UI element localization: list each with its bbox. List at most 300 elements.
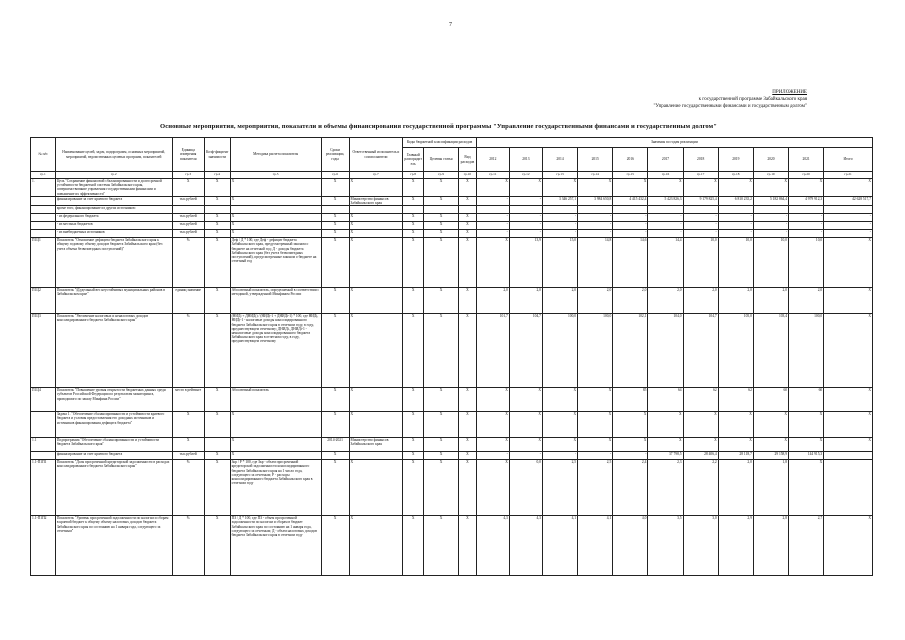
row-code-type: X bbox=[459, 238, 477, 288]
column-number: гр.17 bbox=[683, 172, 718, 179]
row-year-value: - bbox=[683, 230, 718, 238]
column-number: гр.7 bbox=[349, 172, 403, 179]
row-year-value: - bbox=[753, 222, 788, 230]
row-name: Подпрограмма "Обеспечение сбалансированности и устойчивости бюджета Забайкальского края" bbox=[55, 438, 172, 452]
row-year-value: 2,7 bbox=[789, 516, 824, 576]
row-year-value: 104,7 bbox=[683, 314, 718, 388]
row-term: X bbox=[321, 516, 349, 576]
row-year-value: 10,0 bbox=[753, 238, 788, 288]
table-row bbox=[31, 412, 873, 438]
row-name: Показатель "Отношение дефицита бюджета Забайкальского края к общему годовому объему доходов бюджета Забайкальского края (без учета объема безвозмездных поступлений)" bbox=[55, 238, 172, 288]
table-row bbox=[31, 452, 873, 460]
table-row bbox=[31, 230, 873, 238]
row-total: X bbox=[824, 238, 873, 288]
row-method: X bbox=[230, 214, 321, 222]
row-total: 42 628 517,7 bbox=[824, 196, 873, 205]
row-year-value: 2,2 bbox=[683, 460, 718, 516]
row-year-value: X bbox=[542, 412, 577, 438]
row-unit: X bbox=[172, 179, 204, 197]
row-responsible: Министерство финансов Забайкальского края bbox=[349, 196, 403, 205]
row-year-value: X bbox=[578, 388, 613, 412]
row-code-target: X bbox=[424, 214, 459, 222]
table-row bbox=[31, 196, 873, 205]
row-num: 1. bbox=[31, 179, 56, 197]
row-year-value: 64 bbox=[648, 388, 683, 412]
row-code-type: X bbox=[459, 412, 477, 438]
row-code-type: X bbox=[459, 460, 477, 516]
row-code-target: X bbox=[424, 222, 459, 230]
header-code-admin: Главный распорядитель bbox=[403, 148, 424, 172]
row-year-value: 2,8 bbox=[753, 516, 788, 576]
row-coef: X bbox=[204, 460, 230, 516]
header-year: 2019 bbox=[718, 148, 753, 172]
row-total: - bbox=[824, 222, 873, 230]
row-responsible: X bbox=[349, 230, 403, 238]
row-total: X bbox=[824, 288, 873, 314]
row-code-admin: X bbox=[403, 238, 424, 288]
appendix-label: ПРИЛОЖЕНИЕ bbox=[772, 90, 807, 95]
row-responsible: X bbox=[349, 412, 403, 438]
row-year-value: - bbox=[509, 230, 542, 238]
row-code-admin: X bbox=[403, 452, 424, 460]
row-year-value: 2,0 bbox=[648, 288, 683, 314]
row-name: кроме того, финансирование из других источников: bbox=[55, 206, 172, 214]
row-year-value bbox=[578, 206, 613, 214]
row-num: 1.1-П1П1 bbox=[31, 460, 56, 516]
row-num: 1.1 bbox=[31, 438, 56, 452]
row-year-value: X bbox=[578, 412, 613, 438]
row-year-value: 28 406,4 bbox=[683, 452, 718, 460]
row-year-value: X bbox=[648, 179, 683, 197]
row-responsible bbox=[349, 206, 403, 214]
row-code-target: X bbox=[424, 238, 459, 288]
header-code-type: Вид расходов bbox=[459, 148, 477, 172]
row-unit: тыс.рублей bbox=[172, 214, 204, 222]
row-num bbox=[31, 230, 56, 238]
row-num: П1Ц4 bbox=[31, 388, 56, 412]
row-year-value: X bbox=[718, 438, 753, 452]
row-code-type: X bbox=[459, 230, 477, 238]
row-method: X bbox=[230, 438, 321, 452]
row-year-value: X bbox=[476, 388, 509, 412]
row-responsible: Министерство финансов Забайкальского края bbox=[349, 438, 403, 452]
column-number: гр.5 bbox=[230, 172, 321, 179]
column-numbers-row bbox=[31, 172, 873, 179]
row-year-value: X bbox=[789, 438, 824, 452]
row-term bbox=[321, 206, 349, 214]
row-year-value: - bbox=[476, 230, 509, 238]
row-method: (НИДi + ДНИДi) / (НИДi-1 + ДНИДi-1) * 100, где НИДi, НИДi-1 - налоговые доходы консолидированного бюджета Забайкальского края в отчетном году, в году, предшествующем отчетному; ДНИДi, ДНИДi-1 - неналоговые доходы консолидированного бюджета Забайкальского края в отчетном году, в году, предшествующем отчетному bbox=[230, 314, 321, 388]
header-resp: Ответственный исполнитель и соисполнители bbox=[349, 138, 403, 172]
row-year-value: 2,0 bbox=[789, 288, 824, 314]
row-term: X bbox=[321, 314, 349, 388]
row-code-target: X bbox=[424, 230, 459, 238]
row-year-value: - bbox=[613, 452, 648, 460]
row-unit: тыс.рублей bbox=[172, 196, 204, 205]
header-year: 2015 bbox=[578, 148, 613, 172]
table-row bbox=[31, 214, 873, 222]
header-year: 2018 bbox=[683, 148, 718, 172]
row-responsible: X bbox=[349, 179, 403, 197]
column-number: гр.10 bbox=[459, 172, 477, 179]
row-responsible: X bbox=[349, 238, 403, 288]
row-name: финансирование за счет краевого бюджета bbox=[55, 452, 172, 460]
column-number: гр.19 bbox=[753, 172, 788, 179]
row-coef: X bbox=[204, 222, 230, 230]
table-row bbox=[31, 460, 873, 516]
row-year-value: 4,3 bbox=[476, 516, 509, 576]
row-year-value: 2,0 bbox=[718, 288, 753, 314]
row-year-value: - bbox=[789, 230, 824, 238]
column-number: гр.4 bbox=[204, 172, 230, 179]
row-year-value: - bbox=[718, 230, 753, 238]
row-year-value: - bbox=[509, 214, 542, 222]
row-method bbox=[230, 206, 321, 214]
row-year-value: X bbox=[683, 412, 718, 438]
row-coef: X bbox=[204, 230, 230, 238]
header-name: Наименование целей, задач, подпрограмм, основных мероприятий, мероприятий, ведомственных целевых программ, показателей bbox=[55, 138, 172, 172]
row-method: X bbox=[230, 222, 321, 230]
row-year-value: - bbox=[509, 196, 542, 205]
row-year-value: 85 bbox=[613, 388, 648, 412]
row-year-value: 60 bbox=[753, 388, 788, 412]
row-code-type: X bbox=[459, 314, 477, 388]
row-total: X bbox=[824, 516, 873, 576]
header-year: 2021 bbox=[789, 148, 824, 172]
row-year-value: 3 346 257,1 bbox=[542, 196, 577, 205]
row-method: Зкр / Р * 100, где Зкр - объем просроченной кредиторской задолженности консолидированного бюджета Забайкальского края на 1 число года, следующего за отчетным; Р - расходы консолидированного бюджета Забайкальского края в отчетном году bbox=[230, 460, 321, 516]
row-year-value: X bbox=[753, 438, 788, 452]
row-method: X bbox=[230, 452, 321, 460]
row-year-value bbox=[476, 206, 509, 214]
row-year-value: 102,1 bbox=[613, 314, 648, 388]
row-year-value: 9 179 825,4 bbox=[683, 196, 718, 205]
row-year-value: - bbox=[753, 214, 788, 222]
column-number: гр.1 bbox=[31, 172, 56, 179]
row-coef: X bbox=[204, 412, 230, 438]
row-year-value: - bbox=[578, 222, 613, 230]
row-term: X bbox=[321, 238, 349, 288]
row-year-value: 2,9 bbox=[718, 516, 753, 576]
row-year-value bbox=[542, 206, 577, 214]
table-row bbox=[31, 179, 873, 197]
row-year-value: - bbox=[613, 214, 648, 222]
column-number: гр.6 bbox=[321, 172, 349, 179]
header-year: 2017 bbox=[648, 148, 683, 172]
row-year-value bbox=[718, 206, 753, 214]
row-year-value: - bbox=[683, 222, 718, 230]
row-year-value: X bbox=[476, 179, 509, 197]
table-row bbox=[31, 222, 873, 230]
row-year-value: 2,3 bbox=[648, 460, 683, 516]
row-year-value bbox=[789, 206, 824, 214]
row-year-value: 37 798,5 bbox=[648, 452, 683, 460]
row-num bbox=[31, 222, 56, 230]
row-responsible: X bbox=[349, 214, 403, 222]
row-year-value: 5 423 826,3 bbox=[648, 196, 683, 205]
row-code-admin: X bbox=[403, 314, 424, 388]
row-year-value: 10,0 bbox=[718, 238, 753, 288]
row-year-value: 2,0 bbox=[509, 288, 542, 314]
header-code-target: Целевая статья bbox=[424, 148, 459, 172]
header-coef: Коэф-фициент значимости bbox=[204, 138, 230, 172]
table-row bbox=[31, 516, 873, 576]
row-year-value: 5 182 864,4 bbox=[753, 196, 788, 205]
row-method: Деф / Д * 100, где Деф - дефицит бюджета Забайкальского края, предусмотренный законом о бюджете на отчетный год; Д - доходы бюджета Забайкальского края (без учета безвозмездных поступлений), предусмотренные законом о бюджете на отчетный год bbox=[230, 238, 321, 288]
row-year-value: - bbox=[718, 214, 753, 222]
column-number: гр.21 bbox=[824, 172, 873, 179]
table-row bbox=[31, 388, 873, 412]
row-name: Цель "Сохранение финансовой сбалансированности и долгосрочной устойчивости бюджетной системы Забайкальского края, совершенствование управления государственными финансами и повышение их эффективности" bbox=[55, 179, 172, 197]
column-number: гр.20 bbox=[789, 172, 824, 179]
row-year-value: X bbox=[542, 388, 577, 412]
table-row bbox=[31, 206, 873, 214]
column-number: гр.12 bbox=[509, 172, 542, 179]
row-unit: % bbox=[172, 460, 204, 516]
document-title: Основные мероприятия, мероприятия, показатели и объемы финансирования государственной программы "Управление государственными финансами и государственным долгом" bbox=[160, 123, 718, 130]
row-code-target: X bbox=[424, 179, 459, 197]
row-year-value: 104,0 bbox=[648, 314, 683, 388]
row-unit: X bbox=[172, 412, 204, 438]
row-total: X bbox=[824, 388, 873, 412]
row-method: X bbox=[230, 230, 321, 238]
row-unit: % bbox=[172, 314, 204, 388]
row-code-admin: X bbox=[403, 388, 424, 412]
row-code-target: X bbox=[424, 412, 459, 438]
row-year-value: 2,0 bbox=[476, 288, 509, 314]
row-name: - из федерального бюджета bbox=[55, 214, 172, 222]
row-year-value: 13,9 bbox=[509, 238, 542, 288]
row-total bbox=[824, 460, 873, 516]
row-year-value: X bbox=[509, 412, 542, 438]
row-code-admin: X bbox=[403, 230, 424, 238]
row-coef: X bbox=[204, 288, 230, 314]
row-name: Показатель "Повышение уровня открытости бюджетных данных среди субъектов Российской Федерации по результатам мониторинга, проводимого по заказу Минфина России" bbox=[55, 388, 172, 412]
row-unit: % bbox=[172, 516, 204, 576]
row-num: П1Ц3 bbox=[31, 314, 56, 388]
row-code-admin bbox=[403, 206, 424, 214]
row-year-value: X bbox=[509, 438, 542, 452]
row-year-value: 4,3 bbox=[509, 516, 542, 576]
row-responsible: X bbox=[349, 288, 403, 314]
row-year-value: 2,0 bbox=[578, 288, 613, 314]
row-year-value: - bbox=[789, 222, 824, 230]
row-year-value: 60 bbox=[789, 388, 824, 412]
row-coef bbox=[204, 206, 230, 214]
row-name: финансирование за счет краевого бюджета bbox=[55, 196, 172, 205]
row-year-value: 14,8 bbox=[578, 238, 613, 288]
column-number: гр.18 bbox=[718, 172, 753, 179]
row-year-value: X bbox=[789, 412, 824, 438]
row-responsible: X bbox=[349, 222, 403, 230]
row-responsible: X bbox=[349, 460, 403, 516]
row-num bbox=[31, 412, 56, 438]
row-code-type: X bbox=[459, 214, 477, 222]
row-coef: X bbox=[204, 314, 230, 388]
row-responsible bbox=[349, 452, 403, 460]
row-code-type: X bbox=[459, 438, 477, 452]
row-year-value: 3,0 bbox=[683, 516, 718, 576]
row-year-value: 104,7 bbox=[509, 314, 542, 388]
appendix-header bbox=[653, 89, 807, 110]
row-year-value: 2,4 bbox=[613, 460, 648, 516]
program-table bbox=[30, 137, 873, 576]
row-year-value: 100,0 bbox=[578, 314, 613, 388]
row-code-admin: X bbox=[403, 179, 424, 197]
row-name: Показатель "結удельный вес неустойчивых муниципальных районов в Забайкальском крае" bbox=[55, 288, 172, 314]
row-year-value: 4,1 bbox=[542, 516, 577, 576]
row-term: X bbox=[321, 179, 349, 197]
row-year-value bbox=[683, 206, 718, 214]
row-total: X bbox=[824, 438, 873, 452]
row-coef bbox=[204, 438, 230, 452]
row-coef: X bbox=[204, 214, 230, 222]
row-year-value: 4,0 bbox=[613, 516, 648, 576]
row-year-value: - bbox=[476, 196, 509, 205]
row-responsible: X bbox=[349, 388, 403, 412]
row-year-value: 3 984 650,8 bbox=[578, 196, 613, 205]
page-number: 7 bbox=[449, 22, 452, 28]
row-year-value: X bbox=[648, 412, 683, 438]
row-year-value: 62 bbox=[718, 388, 753, 412]
header-year: 2020 bbox=[753, 148, 788, 172]
row-total: - bbox=[824, 214, 873, 222]
row-code-admin: X bbox=[403, 412, 424, 438]
row-year-value: 2,0 bbox=[683, 288, 718, 314]
row-term: X bbox=[321, 412, 349, 438]
row-method: ПЗ / Д * 100, где ПЗ - объем просроченной задолженности по налогам и сборам в бюджет Забайкальского края по состоянию на 1 января года, следующего за отчетным; Д - объем налоговых доходов бюджета Забайкальского края в отчетном году bbox=[230, 516, 321, 576]
row-term: X bbox=[321, 460, 349, 516]
row-term: X bbox=[321, 230, 349, 238]
row-num: 1.1-П1П2 bbox=[31, 516, 56, 576]
row-term: X bbox=[321, 214, 349, 222]
row-num bbox=[31, 206, 56, 214]
row-code-type: X bbox=[459, 288, 477, 314]
row-name: Показатель "Увеличение налоговых и неналоговых доходов консолидированного бюджета Забайкальского края" bbox=[55, 314, 172, 388]
row-year-value: 4 979 912,3 bbox=[789, 196, 824, 205]
row-year-value: X bbox=[613, 179, 648, 197]
row-num bbox=[31, 452, 56, 460]
header-year: 2016 bbox=[613, 148, 648, 172]
row-year-value: 2,0 bbox=[718, 460, 753, 516]
table-body bbox=[31, 179, 873, 576]
column-number: гр.2 bbox=[55, 172, 172, 179]
row-name: Показатель "Уровень просроченной задолженности по налогам и сборам в краевой бюджет к общему объему налоговых доходов бюджета Забайкальского края по состоянию на 1 января года, следующего за отчетным" bbox=[55, 516, 172, 576]
row-code-type: X bbox=[459, 196, 477, 205]
row-year-value: X bbox=[613, 438, 648, 452]
row-year-value: 2,5 bbox=[542, 460, 577, 516]
row-year-value: - bbox=[648, 214, 683, 222]
header-term: Сроки реализации, годы bbox=[321, 138, 349, 172]
row-term: X bbox=[321, 388, 349, 412]
row-year-value: X bbox=[476, 438, 509, 452]
column-number: гр.8 bbox=[403, 172, 424, 179]
row-code-admin: X bbox=[403, 222, 424, 230]
row-code-target: X bbox=[424, 438, 459, 452]
row-year-value: - bbox=[789, 214, 824, 222]
row-year-value: X bbox=[789, 460, 824, 516]
column-number: гр.3 bbox=[172, 172, 204, 179]
row-code-type: X bbox=[459, 452, 477, 460]
row-year-value: 2,0 bbox=[542, 288, 577, 314]
row-coef: X bbox=[204, 388, 230, 412]
row-code-admin: X bbox=[403, 288, 424, 314]
row-year-value: - bbox=[578, 214, 613, 222]
row-year-value: - bbox=[509, 222, 542, 230]
row-year-value: 15,0 bbox=[542, 238, 577, 288]
row-name: - из внебюджетных источников bbox=[55, 230, 172, 238]
row-year-value: 4 415 432,4 bbox=[613, 196, 648, 205]
row-term: X bbox=[321, 196, 349, 205]
row-method: X bbox=[230, 412, 321, 438]
column-number: гр.15 bbox=[613, 172, 648, 179]
row-code-target: X bbox=[424, 388, 459, 412]
row-year-value bbox=[648, 206, 683, 214]
row-coef: X bbox=[204, 516, 230, 576]
row-year-value: - bbox=[542, 230, 577, 238]
appendix-line-2: "Управление государственными финансами и государственным долгом" bbox=[653, 104, 807, 109]
table-row bbox=[31, 314, 873, 388]
row-year-value: X bbox=[509, 179, 542, 197]
row-term: 2014-2021 bbox=[321, 438, 349, 452]
row-year-value: 100,0 bbox=[542, 314, 577, 388]
row-coef: X bbox=[204, 452, 230, 460]
row-year-value: X bbox=[683, 179, 718, 197]
row-year-value bbox=[509, 206, 542, 214]
row-year-value: 100,0 bbox=[789, 314, 824, 388]
row-unit bbox=[172, 206, 204, 214]
row-year-value: - bbox=[718, 222, 753, 230]
header-year: 2012 bbox=[476, 148, 509, 172]
row-year-value: - bbox=[578, 230, 613, 238]
table-row bbox=[31, 288, 873, 314]
row-unit: тыс.рублей bbox=[172, 452, 204, 460]
column-number: гр.9 bbox=[424, 172, 459, 179]
column-number: гр.16 bbox=[648, 172, 683, 179]
row-code-type: X bbox=[459, 179, 477, 197]
row-year-value: 1,8 bbox=[753, 460, 788, 516]
row-total bbox=[824, 452, 873, 460]
table-row bbox=[31, 438, 873, 452]
row-year-value bbox=[753, 206, 788, 214]
row-year-value: X bbox=[578, 438, 613, 452]
row-code-target: X bbox=[424, 452, 459, 460]
row-year-value: 0,0 bbox=[509, 460, 542, 516]
row-code-target: X bbox=[424, 196, 459, 205]
header-total: Итого bbox=[824, 148, 873, 172]
row-year-value: 2,5 bbox=[578, 460, 613, 516]
row-coef: X bbox=[204, 196, 230, 205]
row-unit: X bbox=[172, 438, 204, 452]
row-year-value: - bbox=[613, 222, 648, 230]
row-method: X bbox=[230, 179, 321, 197]
row-year-value: X bbox=[542, 438, 577, 452]
row-code-admin: X bbox=[403, 460, 424, 516]
column-number: гр.13 bbox=[542, 172, 577, 179]
row-code-admin: X bbox=[403, 196, 424, 205]
row-year-value: - bbox=[542, 452, 577, 460]
row-total: X bbox=[824, 314, 873, 388]
row-year-value: X bbox=[476, 460, 509, 516]
header-method: Методика расчета показателя bbox=[230, 138, 321, 172]
row-year-value: - bbox=[476, 222, 509, 230]
row-year-value: - bbox=[648, 222, 683, 230]
row-year-value: 2,0 bbox=[613, 288, 648, 314]
row-code-target: X bbox=[424, 314, 459, 388]
row-year-value: 14,6 bbox=[613, 238, 648, 288]
row-year-value: X bbox=[648, 438, 683, 452]
row-unit: тыс.рублей bbox=[172, 222, 204, 230]
